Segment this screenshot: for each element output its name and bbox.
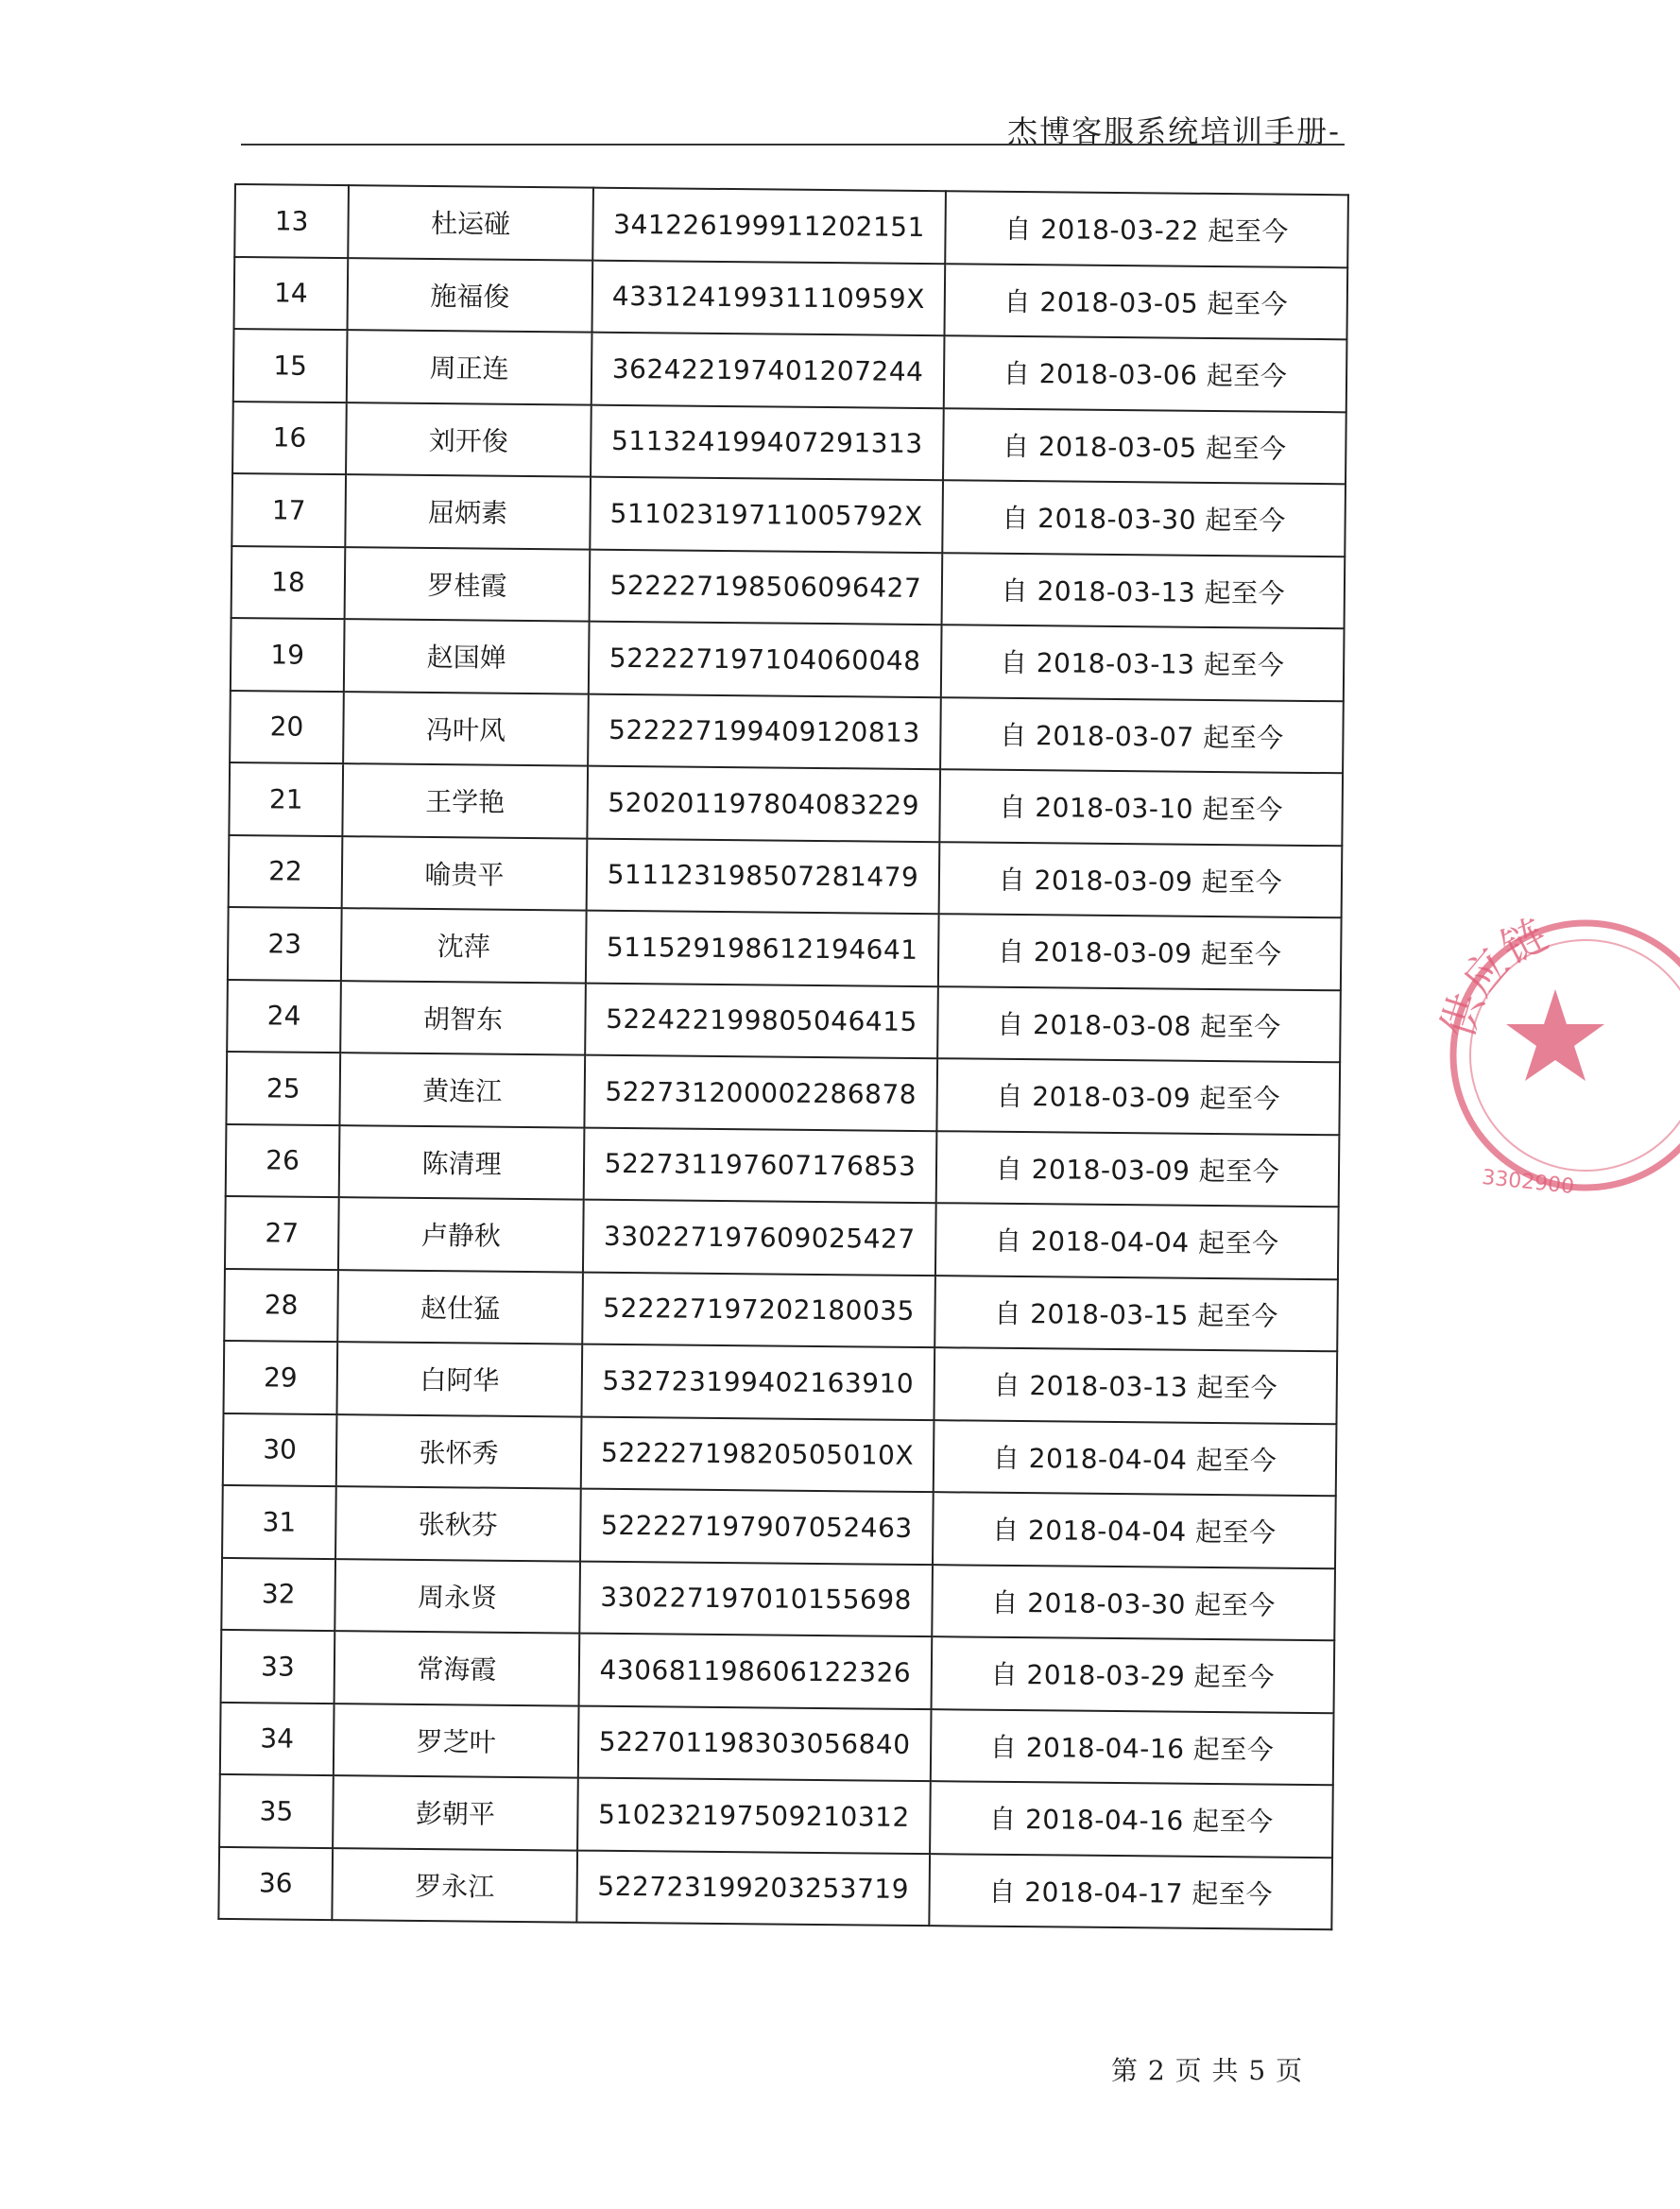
- id-number-cell: 511324199407291313: [591, 404, 944, 480]
- employment-period-cell: 自 2018-03-13 起至今: [941, 625, 1345, 701]
- seal-text-bottom: 3302900: [1481, 1165, 1576, 1200]
- table-row: [231, 473, 1346, 557]
- employment-period-cell: 自 2018-03-10 起至今: [939, 769, 1343, 846]
- employment-period-cell: 自 2018-03-22 起至今: [945, 191, 1348, 267]
- row-number-cell: 36: [218, 1846, 333, 1920]
- name-cell: 刘开俊: [346, 402, 591, 477]
- table-row: [228, 907, 1342, 990]
- id-number-cell: 330227197609025427: [583, 1200, 936, 1276]
- name-cell: 周永贤: [334, 1559, 580, 1634]
- employment-period-cell: 自 2018-04-04 起至今: [933, 1492, 1336, 1568]
- row-number-cell: 30: [223, 1413, 337, 1486]
- id-number-cell: 532723199402163910: [581, 1344, 934, 1420]
- name-cell: 罗永江: [332, 1848, 577, 1923]
- employment-period-cell: 自 2018-04-17 起至今: [929, 1854, 1332, 1930]
- employment-period-cell: 自 2018-03-09 起至今: [936, 1131, 1340, 1207]
- employment-period-cell: 自 2018-03-07 起至今: [940, 697, 1344, 774]
- star-icon: [1506, 989, 1604, 1081]
- id-number-cell: 522227197104060048: [589, 622, 942, 697]
- name-cell: 陈清理: [339, 1125, 585, 1200]
- table-row: [234, 184, 1348, 267]
- table-row: [229, 834, 1343, 917]
- row-number-cell: 23: [228, 907, 342, 981]
- table-row: [226, 1052, 1340, 1135]
- name-cell: 罗桂霞: [345, 547, 591, 622]
- table-row: [227, 979, 1341, 1062]
- id-number-cell: 522422199805046415: [585, 983, 938, 1058]
- employment-period-cell: 自 2018-03-30 起至今: [942, 480, 1346, 557]
- id-number-cell: 510232197509210312: [577, 1778, 931, 1854]
- table-row: [221, 1630, 1335, 1713]
- employment-period-cell: 自 2018-04-04 起至今: [935, 1203, 1339, 1279]
- name-cell: 周正连: [347, 330, 592, 404]
- id-number-cell: 522227197907052463: [580, 1489, 934, 1565]
- id-number-cell: 362422197401207244: [591, 333, 945, 408]
- table-row: [231, 618, 1345, 701]
- name-cell: 彭朝平: [333, 1775, 578, 1850]
- roster-table-body: [218, 184, 1348, 1929]
- id-number-cell: 522731197607176853: [584, 1127, 937, 1203]
- row-number-cell: 33: [221, 1630, 335, 1704]
- row-number-cell: 14: [234, 257, 349, 331]
- employment-period-cell: 自 2018-03-09 起至今: [938, 914, 1342, 990]
- row-number-cell: 26: [226, 1123, 340, 1197]
- name-cell: 张怀秀: [336, 1414, 582, 1489]
- name-cell: 赵国婵: [344, 619, 590, 694]
- row-number-cell: 18: [231, 545, 346, 619]
- row-number-cell: 24: [227, 979, 341, 1053]
- table-row: [225, 1196, 1339, 1279]
- name-cell: 黄连江: [339, 1053, 585, 1127]
- header-title: 杰博客服系统培训手册-: [1007, 113, 1341, 149]
- page-number: 第 2 页 共 5 页: [1111, 2055, 1304, 2086]
- table-row: [232, 401, 1346, 484]
- employment-period-cell: 自 2018-03-13 起至今: [934, 1347, 1337, 1424]
- table-row: [229, 762, 1343, 846]
- row-number-cell: 15: [233, 329, 348, 402]
- row-number-cell: 34: [220, 1702, 334, 1775]
- id-number-cell: 511529198612194641: [586, 911, 939, 986]
- seal-text-top: [1431, 909, 1555, 1044]
- company-seal: [1431, 899, 1680, 1221]
- id-number-cell: 430681198606122326: [579, 1634, 933, 1709]
- table-row: [221, 1557, 1335, 1640]
- header-divider: [241, 144, 1345, 146]
- id-number-cell: 522227197202180035: [582, 1272, 935, 1347]
- name-cell: 卢静秋: [338, 1197, 584, 1272]
- table-row: [218, 1846, 1332, 1929]
- name-cell: 常海霞: [334, 1631, 580, 1705]
- name-cell: 杜运碰: [348, 185, 593, 260]
- row-number-cell: 31: [222, 1485, 336, 1559]
- row-number-cell: 20: [230, 690, 344, 763]
- id-number-cell: 520201197804083229: [587, 766, 940, 842]
- id-number-cell: 330227197010155698: [579, 1561, 933, 1636]
- table-row: [224, 1341, 1338, 1424]
- name-cell: 张秋芬: [335, 1486, 581, 1561]
- table-row: [223, 1413, 1337, 1496]
- name-cell: 白阿华: [337, 1342, 583, 1416]
- id-number-cell: 511123198507281479: [587, 838, 940, 914]
- table-row: [222, 1485, 1336, 1568]
- row-number-cell: 35: [219, 1774, 334, 1848]
- row-number-cell: 21: [229, 762, 343, 836]
- table-row: [226, 1123, 1340, 1207]
- employment-period-cell: 自 2018-03-30 起至今: [932, 1565, 1335, 1641]
- id-number-cell: 522723199203253719: [576, 1850, 930, 1926]
- row-number-cell: 25: [226, 1052, 340, 1125]
- employment-period-cell: 自 2018-04-04 起至今: [934, 1420, 1337, 1497]
- id-number-cell: 341226199911202151: [592, 188, 946, 264]
- employment-period-cell: 自 2018-04-16 起至今: [931, 1709, 1334, 1786]
- employment-period-cell: 自 2018-03-05 起至今: [943, 408, 1346, 485]
- row-number-cell: 19: [231, 618, 345, 692]
- employment-period-cell: 自 2018-03-06 起至今: [944, 335, 1347, 412]
- row-number-cell: 28: [224, 1268, 338, 1342]
- id-number-cell: 522701198303056840: [578, 1705, 932, 1781]
- id-number-cell: 522227199409120813: [588, 694, 941, 769]
- employment-period-cell: 自 2018-03-08 起至今: [937, 986, 1341, 1063]
- employment-period-cell: 自 2018-03-09 起至今: [939, 842, 1343, 918]
- row-number-cell: 16: [232, 401, 347, 474]
- name-cell: 屈炳素: [345, 474, 591, 549]
- name-cell: 施福俊: [348, 258, 593, 333]
- name-cell: 王学艳: [342, 763, 588, 838]
- name-cell: 赵仕猛: [337, 1270, 583, 1344]
- employment-period-cell: 自 2018-03-09 起至今: [936, 1058, 1340, 1135]
- id-number-cell: 522227198506096427: [590, 549, 943, 625]
- table-row: [220, 1702, 1334, 1785]
- id-number-cell: 52222719820505010X: [581, 1416, 934, 1492]
- row-number-cell: 27: [225, 1196, 339, 1270]
- employment-period-cell: 自 2018-03-29 起至今: [932, 1636, 1335, 1713]
- id-number-cell: 43312419931110959X: [592, 260, 946, 335]
- employment-period-cell: 自 2018-04-16 起至今: [930, 1781, 1333, 1858]
- employment-period-cell: 自 2018-03-15 起至今: [934, 1276, 1338, 1352]
- name-cell: 沈萍: [341, 908, 587, 983]
- name-cell: 冯叶风: [343, 692, 589, 766]
- table-row: [224, 1268, 1338, 1351]
- employment-period-cell: 自 2018-03-13 起至今: [942, 553, 1346, 629]
- table-row: [231, 545, 1346, 628]
- employment-period-cell: 自 2018-03-05 起至今: [944, 264, 1347, 340]
- name-cell: 罗芝叶: [334, 1704, 579, 1778]
- row-number-cell: 29: [224, 1341, 338, 1414]
- id-number-cell: 51102319711005792X: [590, 477, 943, 553]
- table-row: [233, 329, 1347, 412]
- row-number-cell: 17: [231, 473, 346, 547]
- row-number-cell: 22: [229, 834, 343, 908]
- name-cell: 胡智东: [340, 981, 586, 1055]
- table-row: [230, 690, 1344, 773]
- seal-text-top-path: 供应链: [1431, 908, 1555, 1044]
- row-number-cell: 32: [221, 1557, 335, 1631]
- row-number-cell: 13: [234, 184, 349, 258]
- roster-table: [217, 183, 1349, 1930]
- table-row: [219, 1774, 1333, 1858]
- roster-table-wrapper: [217, 183, 1349, 1930]
- name-cell: 喻贵平: [342, 836, 588, 911]
- id-number-cell: 522731200002286878: [584, 1055, 937, 1131]
- table-row: [234, 257, 1348, 340]
